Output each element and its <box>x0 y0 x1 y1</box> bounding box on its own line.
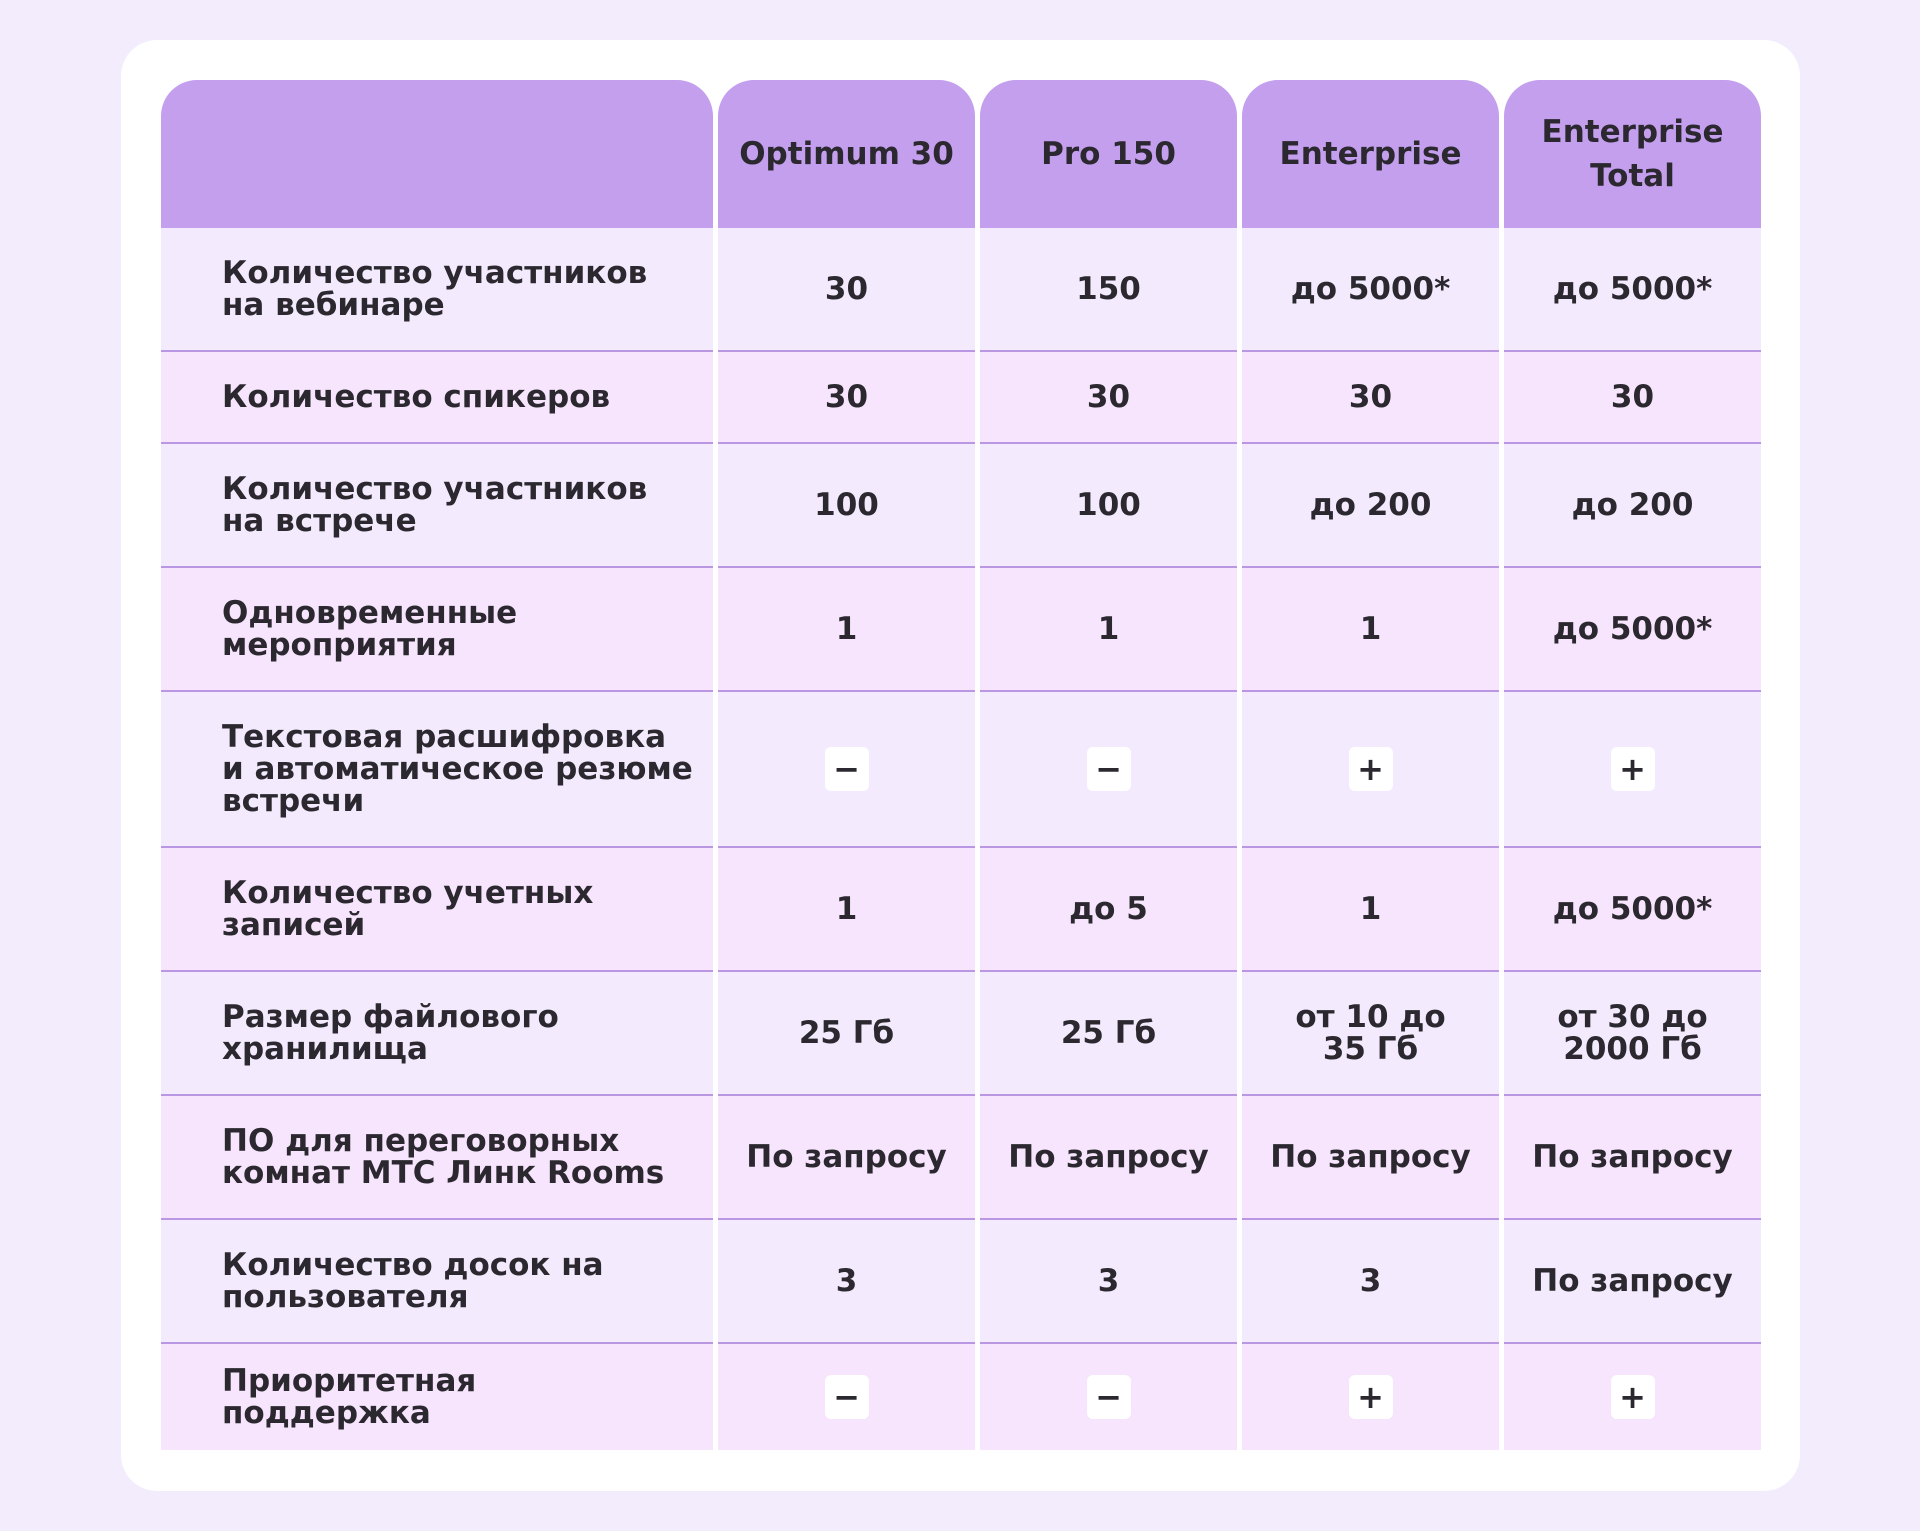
cell-value: По запросу <box>1504 1220 1761 1344</box>
cell-value: от 10 до 35 Гб <box>1242 972 1499 1096</box>
cell-value: 3 <box>980 1220 1237 1344</box>
row-label-meeting-participants: Количество участников на встрече <box>161 444 713 568</box>
cell-value: до 200 <box>1504 444 1761 568</box>
row-label-speakers: Количество спикеров <box>161 352 713 444</box>
plus-icon: + <box>1611 1375 1655 1419</box>
cell-value: По запросу <box>718 1096 975 1220</box>
cell-value: По запросу <box>1504 1096 1761 1220</box>
header-plan-pro-150: Pro 150 <box>980 80 1237 228</box>
header-plan-enterprise: Enterprise <box>1242 80 1499 228</box>
cell-value: 100 <box>718 444 975 568</box>
cell-value: 1 <box>980 568 1237 692</box>
row-label-webinar-participants: Количество участников на вебинаре <box>161 228 713 352</box>
cell-value <box>718 1344 975 1450</box>
minus-icon: − <box>1087 747 1131 791</box>
row-label-transcription-summary: Текстовая расшифровка и автоматическое резюме встречи <box>161 692 713 848</box>
cell-value <box>1242 692 1499 848</box>
cell-value: до 5 <box>980 848 1237 972</box>
cell-value: 25 Гб <box>980 972 1237 1096</box>
row-label-boards-per-user: Количество досок на пользователя <box>161 1220 713 1344</box>
cell-value: 30 <box>980 352 1237 444</box>
cell-value: 1 <box>718 568 975 692</box>
cell-value <box>1504 692 1761 848</box>
cell-value <box>980 692 1237 848</box>
plans-comparison-table <box>161 80 1761 1450</box>
plus-icon: + <box>1611 747 1655 791</box>
cell-value: 25 Гб <box>718 972 975 1096</box>
cell-value: 150 <box>980 228 1237 352</box>
cell-value: 1 <box>718 848 975 972</box>
row-label-accounts: Количество учетных записей <box>161 848 713 972</box>
row-label-file-storage: Размер файлового хранилища <box>161 972 713 1096</box>
cell-value: до 5000* <box>1242 228 1499 352</box>
header-plan-optimum-30: Optimum 30 <box>718 80 975 228</box>
cell-value: до 5000* <box>1504 228 1761 352</box>
cell-value: 30 <box>1242 352 1499 444</box>
plus-icon: + <box>1349 747 1393 791</box>
cell-value: до 200 <box>1242 444 1499 568</box>
row-label-simultaneous-events: Одновременные мероприятия <box>161 568 713 692</box>
header-label-column <box>161 80 713 228</box>
cell-value: 30 <box>1504 352 1761 444</box>
cell-value: до 5000* <box>1504 568 1761 692</box>
row-label-rooms-software: ПО для переговорных комнат МТС Линк Rooms <box>161 1096 713 1220</box>
cell-value <box>980 1344 1237 1450</box>
cell-value: 1 <box>1242 848 1499 972</box>
cell-value <box>718 692 975 848</box>
minus-icon: − <box>825 1375 869 1419</box>
header-plan-enterprise-total: Enterprise Total <box>1504 80 1761 228</box>
cell-value: до 5000* <box>1504 848 1761 972</box>
minus-icon: − <box>825 747 869 791</box>
cell-value <box>1504 1344 1761 1450</box>
minus-icon: − <box>1087 1375 1131 1419</box>
row-label-priority-support: Приоритетная поддержка <box>161 1344 713 1450</box>
cell-value: от 30 до 2000 Гб <box>1504 972 1761 1096</box>
cell-value: 3 <box>718 1220 975 1344</box>
comparison-card <box>121 40 1800 1491</box>
cell-value: По запросу <box>1242 1096 1499 1220</box>
cell-value: 1 <box>1242 568 1499 692</box>
cell-value: 30 <box>718 352 975 444</box>
plus-icon: + <box>1349 1375 1393 1419</box>
cell-value: По запросу <box>980 1096 1237 1220</box>
cell-value: 100 <box>980 444 1237 568</box>
cell-value: 3 <box>1242 1220 1499 1344</box>
cell-value <box>1242 1344 1499 1450</box>
cell-value: 30 <box>718 228 975 352</box>
